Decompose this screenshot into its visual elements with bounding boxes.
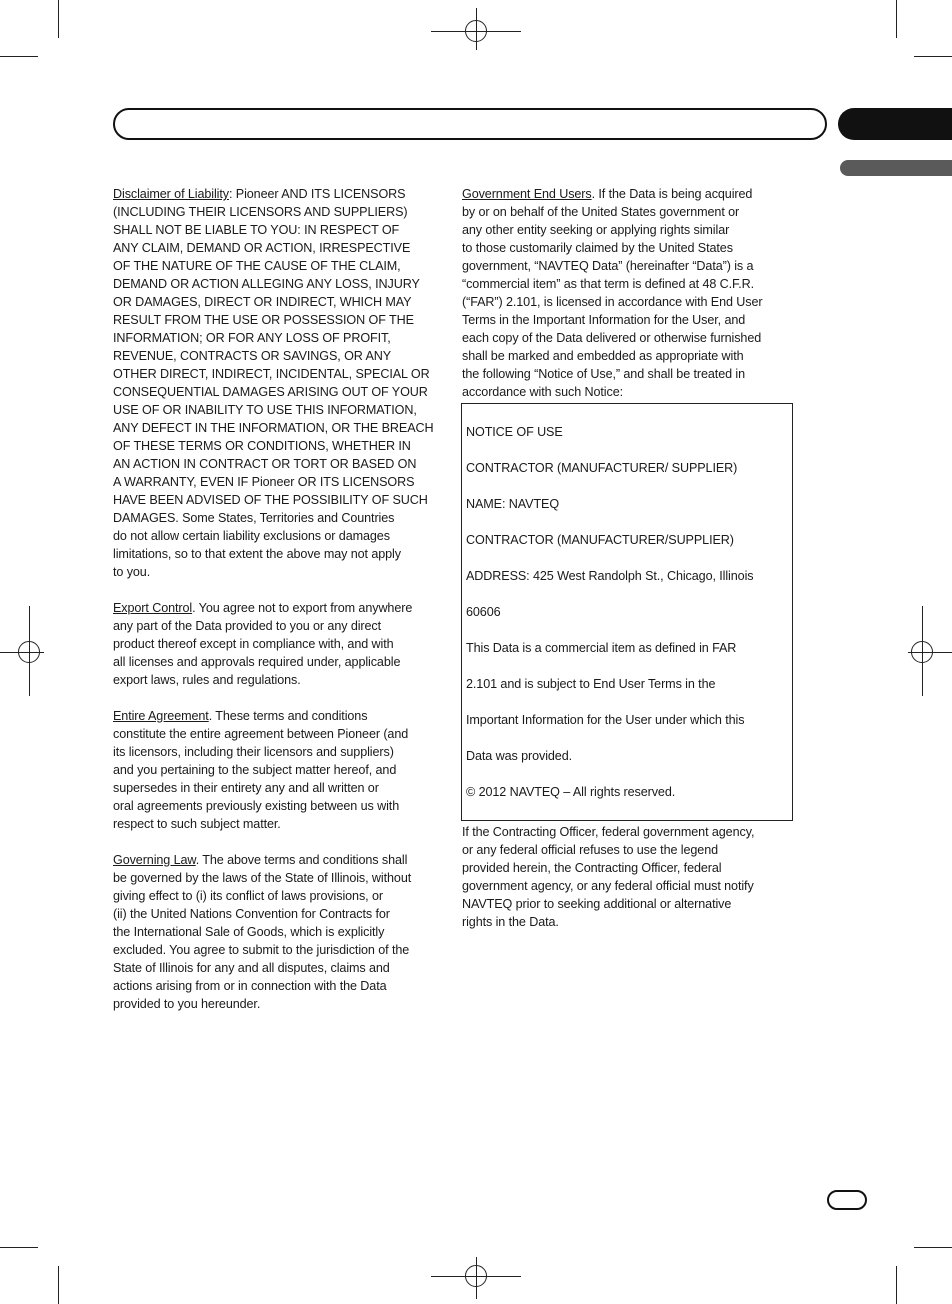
notice-line: This Data is a commercial item as defined in FAR [466, 641, 737, 655]
disclaimer-text: : Pioneer AND ITS LICENSORS (INCLUDING THEIR LICENSORS AND SUPPLIERS) SHALL NOT BE LIABLE TO YOU: IN RESPECT OF ANY CLAIM, DEMAND OR ACTION, IRRESPECTIVE OF THE NATURE OF THE CAUSE OF THE CLAIM, DEMAND OR ACTION ALLEGING ANY LOSS, INJURY OR DAMAGES, DIRECT OR INDIRECT, WHICH MAY RESULT FROM THE USE OR POSSESSION OF THE INFORMATION; OR FOR ANY LOSS OF PROFIT, REVENUE, CONTRACTS OR SAVINGS, OR ANY OTHER DIRECT, INDIRECT, INCIDENTAL, SPECIAL OR CONSEQUENTIAL DAMAGES ARISING OUT OF YOUR USE OF OR INABILITY TO USE THIS INFORMATION, ANY DEFECT IN THE INFORMATION, OR THE BREACH OF THESE TERMS OR CONDITIONS, WHETHER IN AN ACTION IN CONTRACT OR TORT OR BASED ON A WARRANTY, EVEN IF Pioneer OR ITS LICENSORS HAVE BEEN ADVISED OF THE POSSIBILITY OF SUCH DAMAGES. Some States, Territories and Countries do not allow certain liability exclusions or damages limitations, so to that extent the above may not apply to you. [113, 187, 434, 579]
header-title-bar [113, 108, 827, 140]
notice-line: 60606 [466, 605, 501, 619]
export-heading: Export Control [113, 601, 193, 615]
left-column [113, 185, 449, 1031]
crop-mark-bottom-left-vertical [58, 1266, 59, 1304]
notice-line: 2.101 and is subject to End User Terms in the [466, 677, 716, 691]
crop-mark-bottom-left-horizontal [0, 1247, 38, 1248]
language-tab [840, 160, 952, 176]
crop-mark-top-right-vertical [896, 0, 897, 38]
crop-mark-bottom-right-horizontal [914, 1247, 952, 1248]
government-heading: Government End Users [462, 187, 592, 201]
notice-line: Data was provided. [466, 749, 573, 763]
notice-line: CONTRACTOR (MANUFACTURER/ SUPPLIER) [466, 461, 738, 475]
crop-mark-bottom-right-vertical [896, 1266, 897, 1304]
export-text: . You agree not to export from anywhere any part of the Data provided to you or any direct product thereof except in compliance with, and with all licenses and approvals required under, applicable export laws, rules and regulations. [113, 601, 413, 687]
notice-line: CONTRACTOR (MANUFACTURER/SUPPLIER) [466, 533, 734, 547]
notice-of-use-box [461, 403, 793, 821]
page-number-badge [827, 1190, 867, 1210]
copyright-line: © 2012 NAVTEQ – All rights reserved. [466, 785, 676, 799]
notice-line: ADDRESS: 425 West Randolph St., Chicago, Illinois [466, 569, 754, 583]
contracting-officer-paragraph: If the Contracting Officer, federal government agency, or any federal official refuses to use the legend provided herein, the Contracting Officer, federal government agency, or any federal official must notify NAVTEQ prior to seeking additional or alternative rights in the Data. [462, 825, 755, 929]
export-paragraph [113, 599, 449, 689]
government-paragraph [462, 185, 797, 401]
crop-mark-top-right-horizontal [914, 56, 952, 57]
disclaimer-paragraph [113, 185, 449, 581]
crop-mark-top-left-horizontal [0, 56, 38, 57]
right-column [462, 185, 797, 949]
crop-mark-top-left-vertical [58, 0, 59, 38]
government-text: . If the Data is being acquired by or on behalf of the United States government or any other entity seeking or applying rights similar to those customarily claimed by the United States government, “NAVTEQ Data” (hereinafter “Data”) is a “commercial item” as that term is defined at 48 C.F.R. (“FAR”) 2.101, is licensed in accordance with End User Terms in the Important Information for the User, and each copy of the Data delivered or otherwise furnished shall be marked and embedded as appropriate with the following “Notice of Use,” and shall be treated in accordance with such Notice: [462, 187, 763, 399]
disclaimer-heading: Disclaimer of Liability [113, 187, 229, 201]
notice-line: NOTICE OF USE [466, 425, 563, 439]
governing-law-heading: Governing Law [113, 853, 196, 867]
governing-law-paragraph [113, 851, 449, 1013]
entire-agreement-text: . These terms and conditions constitute the entire agreement between Pioneer (and its licensors, including their licensors and suppliers) and you pertaining to the subject matter hereof, and supersedes in their entirety any and all written or oral agreements previously existing between us with respect to such subject matter. [113, 709, 409, 831]
governing-law-text: . The above terms and conditions shall be governed by the laws of the State of Illinois, without giving effect to (i) its conflict of laws provisions, or (ii) the United Nations Convention for Contracts for the International Sale of Goods, which is explicitly excluded. You agree to submit to the jurisdiction of the State of Illinois for any and all disputes, claims and actions arising from or in connection with the Data provided to you hereunder. [113, 853, 412, 1011]
notice-line: NAME: NAVTEQ [466, 497, 560, 511]
entire-agreement-heading: Entire Agreement [113, 709, 209, 723]
entire-agreement-paragraph [113, 707, 449, 833]
chapter-tab [838, 108, 952, 140]
notice-line: Important Information for the User under which this [466, 713, 745, 727]
